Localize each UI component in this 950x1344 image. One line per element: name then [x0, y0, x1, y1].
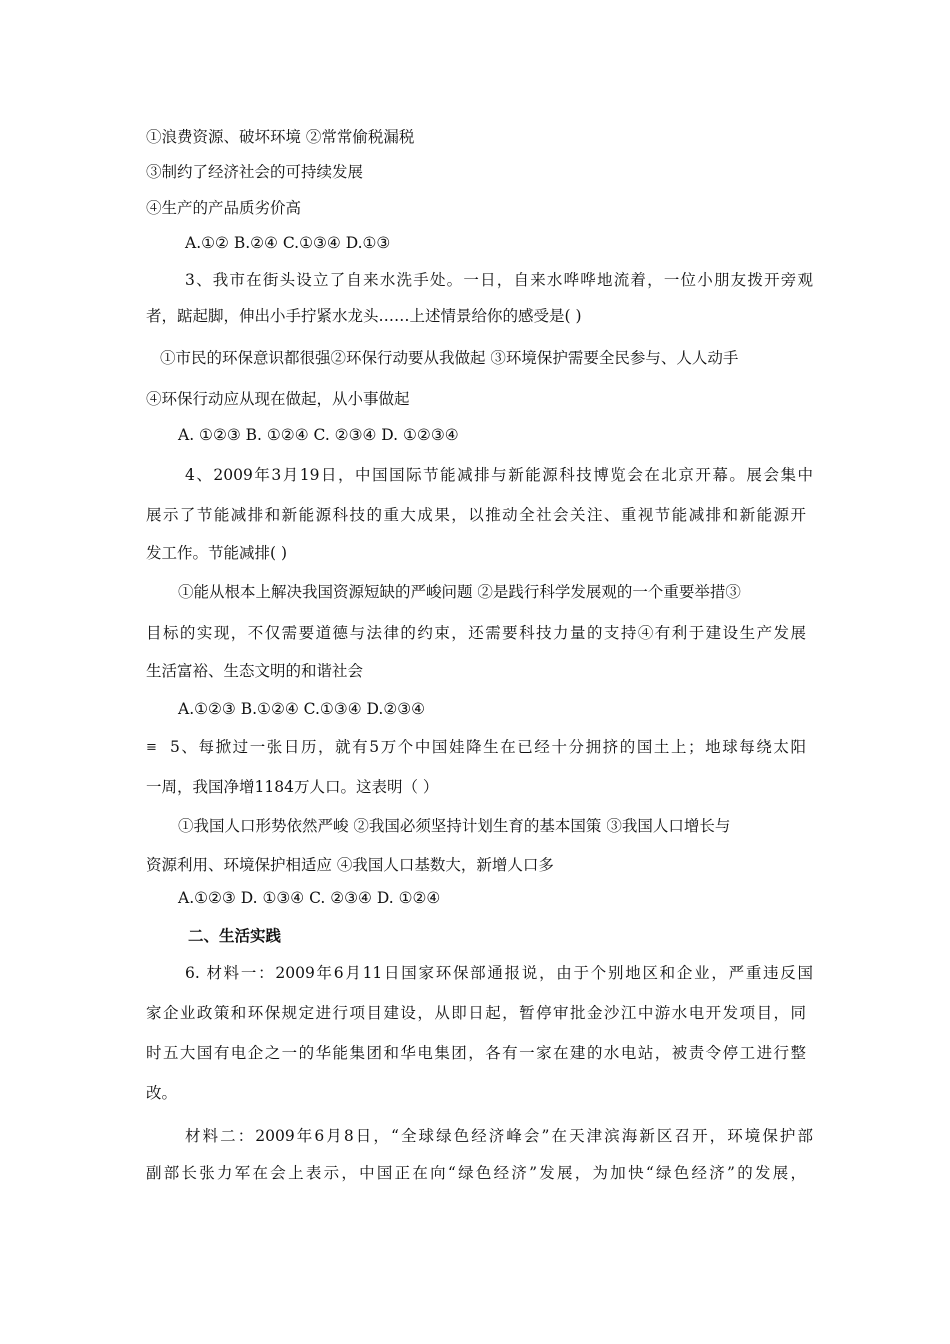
option-line: 目标的实现，不仅需要道德与法律的约束，还需要科技力量的支持④有利于建设生产发展 — [146, 624, 806, 642]
material-1-text: 改。 — [146, 1084, 178, 1102]
section-heading: 二、生活实践 — [188, 927, 282, 945]
material-1-text: 时五大国有电企之一的华能集团和华电集团，各有一家在建的水电站，被责令停工进行整 — [146, 1044, 806, 1062]
question-3-text: 者，踮起脚，伸出小手拧紧水龙头……上述情景给你的感受是( ) — [146, 307, 582, 325]
answer-choices: A.①② B.②④ C.①③④ D.①③ — [185, 234, 391, 252]
question-5-text: 一周，我国净增1184万人口。这表明（ ） — [146, 778, 439, 796]
margin-mark: ≡ — [146, 740, 157, 755]
material-2-text: 副部长张力军在会上表示，中国正在向“绿色经济”发展，为加快“绿色经济”的发展， — [146, 1164, 806, 1182]
answer-choices: A. ①②③ B. ①②④ C. ②③④ D. ①②③④ — [178, 426, 459, 444]
option-line: ①我国人口形势依然严峻 ②我国必须坚持计划生育的基本国策 ③我国人口增长与 — [178, 817, 731, 835]
option-line: ①能从根本上解决我国资源短缺的严峻问题 ②是践行科学发展观的一个重要举措③ — [178, 583, 741, 601]
option-line: ③制约了经济社会的可持续发展 — [146, 163, 364, 181]
question-4-text: 4、2009年3月19日，中国国际节能减排与新能源科技博览会在北京开幕。展会集中 — [185, 466, 813, 484]
option-line: ④环保行动应从现在做起，从小事做起 — [146, 390, 410, 408]
material-1-text: 6. 材料一：2009年6月11日国家环保部通报说，由于个别地区和企业，严重违反国 — [185, 964, 813, 982]
material-2-text: 材料二：2009年6月8日，“全球绿色经济峰会”在天津滨海新区召开，环境保护部 — [185, 1127, 813, 1145]
option-line: ④生产的产品质劣价高 — [146, 199, 302, 217]
option-line: 生活富裕、生态文明的和谐社会 — [146, 662, 364, 680]
option-line: 资源利用、环境保护相适应 ④我国人口基数大，新增人口多 — [146, 856, 554, 874]
answer-choices: A.①②③ B.①②④ C.①③④ D.②③④ — [178, 700, 426, 718]
option-line: ①浪费资源、破坏环境 ②常常偷税漏税 — [146, 128, 415, 146]
option-line: ①市民的环保意识都很强②环保行动要从我做起 ③环境保护需要全民参与、人人动手 — [160, 349, 739, 367]
material-1-text: 家企业政策和环保规定进行项目建设，从即日起，暂停审批金沙江中游水电开发项目，同 — [146, 1004, 806, 1022]
question-5-text: 5、每掀过一张日历，就有5万个中国娃降生在已经十分拥挤的国土上；地球每绕太阳 — [170, 738, 806, 756]
answer-choices: A.①②③ D. ①③④ C. ②③④ D. ①②④ — [178, 889, 441, 907]
question-4-text: 发工作。节能减排( ) — [146, 544, 288, 562]
question-4-text: 展示了节能减排和新能源科技的重大成果，以推动全社会关注、重视节能减排和新能源开 — [146, 506, 806, 524]
question-3-text: 3、我市在街头设立了自来水洗手处。一日，自来水哗哗地流着，一位小朋友拨开旁观 — [185, 271, 813, 289]
